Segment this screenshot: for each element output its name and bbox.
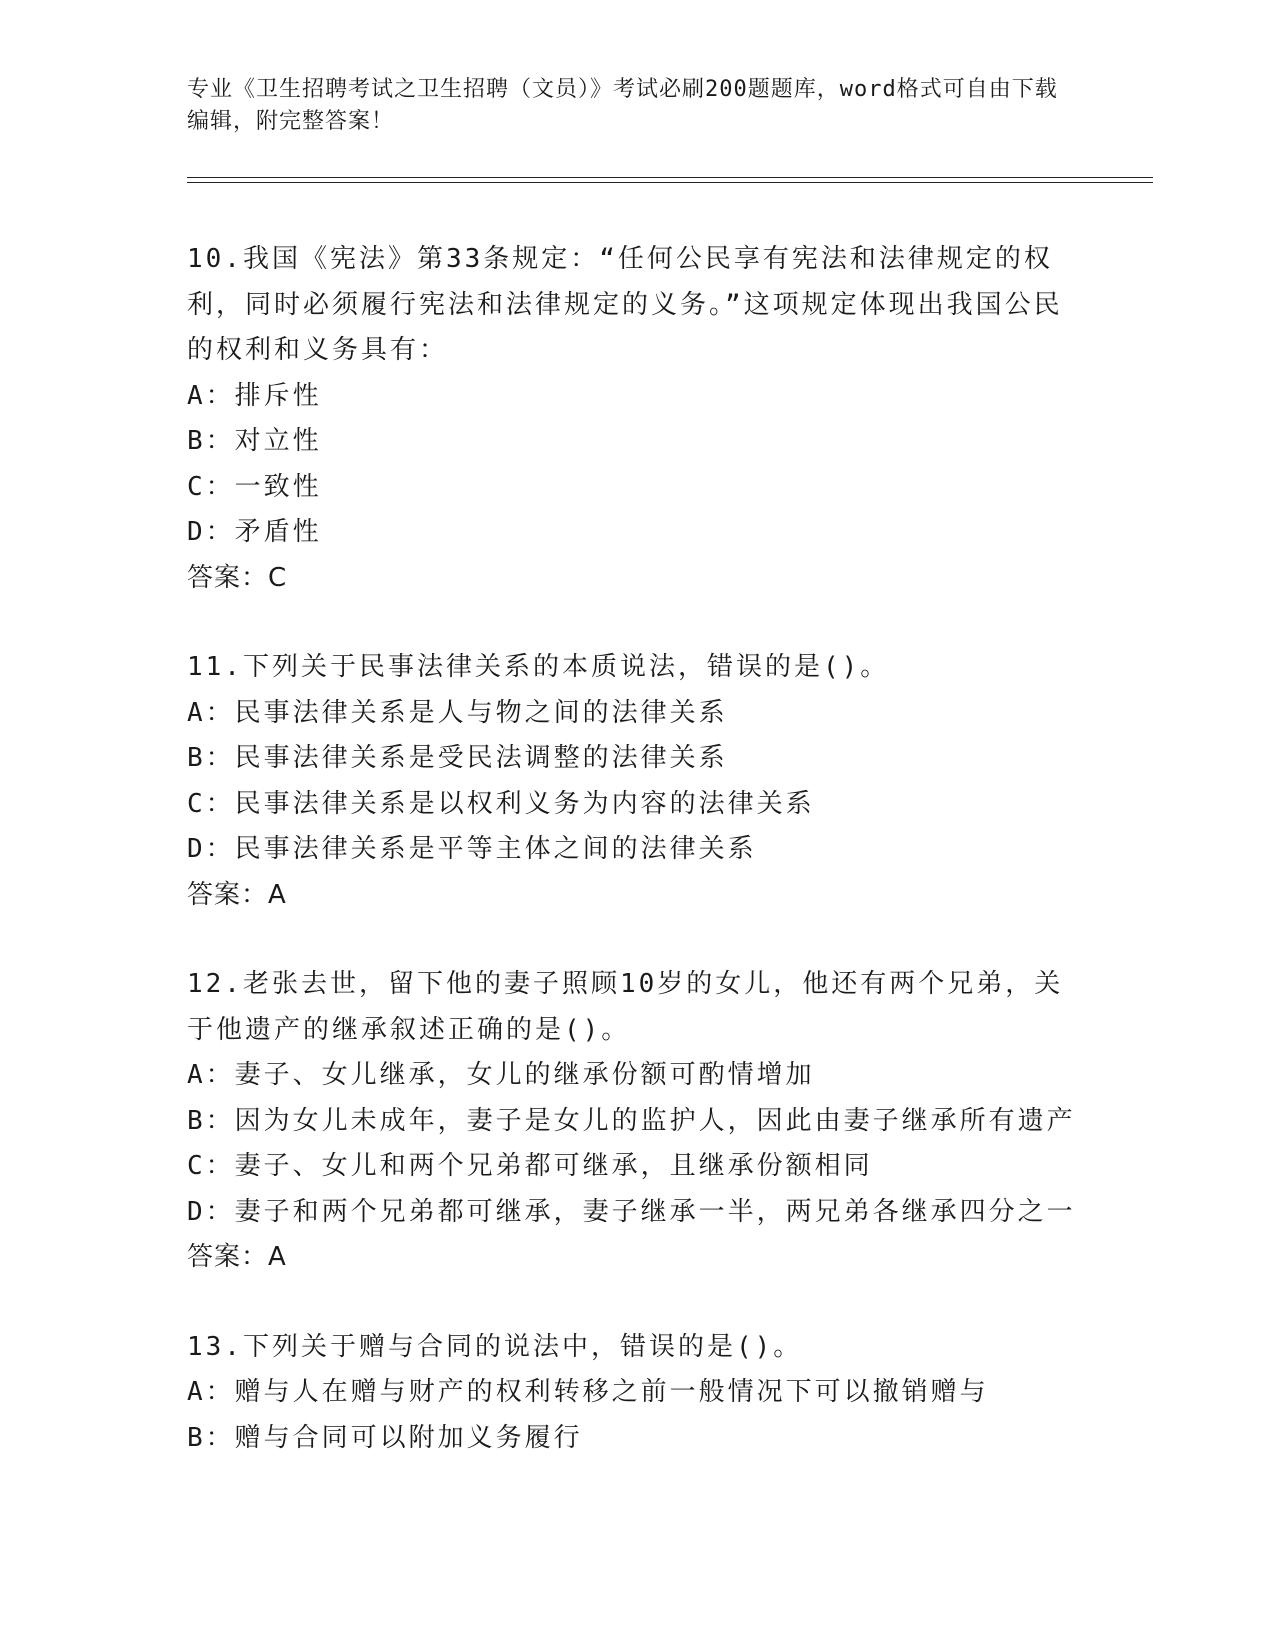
document-header: [187, 74, 1067, 138]
option-c: C：民事法律关系是以权利义务为内容的法律关系: [187, 788, 815, 819]
answer-line: 答案：A: [187, 879, 287, 910]
option-c: C：一致性: [187, 471, 322, 502]
option-b: B：赠与合同可以附加义务履行: [187, 1422, 583, 1453]
question-list: [187, 237, 1087, 1505]
header-rule-bottom: [187, 182, 1153, 183]
header-text: 专业《卫生招聘考试之卫生招聘（文员）》考试必刷200题题库，word格式可自由下载编辑，附完整答案！: [187, 77, 1058, 134]
question-stem: 12.老张去世，留下他的妻子照顾10岁的女儿，他还有两个兄弟，关于他遗产的继承叙述正确的是()。: [187, 969, 1064, 1045]
option-d: D：妻子和两个兄弟都可继承，妻子继承一半，两兄弟各继承四分之一: [187, 1196, 1076, 1227]
header-rule-top: [187, 177, 1153, 178]
question-stem: 13.下列关于赠与合同的说法中，错误的是()。: [187, 1331, 803, 1362]
option-a: A：赠与人在赠与财产的权利转移之前一般情况下可以撤销赠与: [187, 1377, 989, 1407]
question-11: [187, 645, 1087, 918]
option-a: A：民事法律关系是人与物之间的法律关系: [187, 697, 728, 728]
option-d: D：民事法律关系是平等主体之间的法律关系: [187, 834, 757, 864]
option-a: A：排斥性: [187, 380, 322, 411]
question-13: [187, 1325, 1087, 1462]
question-stem: 11.下列关于民事法律关系的本质说法，错误的是()。: [187, 652, 890, 682]
question-12: [187, 962, 1087, 1281]
option-b: B：民事法律关系是受民法调整的法律关系: [187, 743, 728, 773]
option-b: B：对立性: [187, 426, 322, 456]
option-d: D：矛盾性: [187, 517, 322, 547]
option-b: B：因为女儿未成年，妻子是女儿的监护人，因此由妻子继承所有遗产: [187, 1105, 1076, 1136]
question-stem: 10.我国《宪法》第33条规定：“任何公民享有宪法和法律规定的权利，同时必须履行宪法和法律规定的义务。”这项规定体现出我国公民的权利和义务具有：: [187, 244, 1063, 365]
option-c: C：妻子、女儿和两个兄弟都可继承，且继承份额相同: [187, 1151, 873, 1181]
answer-line: 答案：C: [187, 562, 288, 593]
answer-line: 答案：A: [187, 1242, 287, 1272]
question-10: [187, 237, 1087, 601]
option-a: A：妻子、女儿继承，女儿的继承份额可酌情增加: [187, 1060, 815, 1090]
